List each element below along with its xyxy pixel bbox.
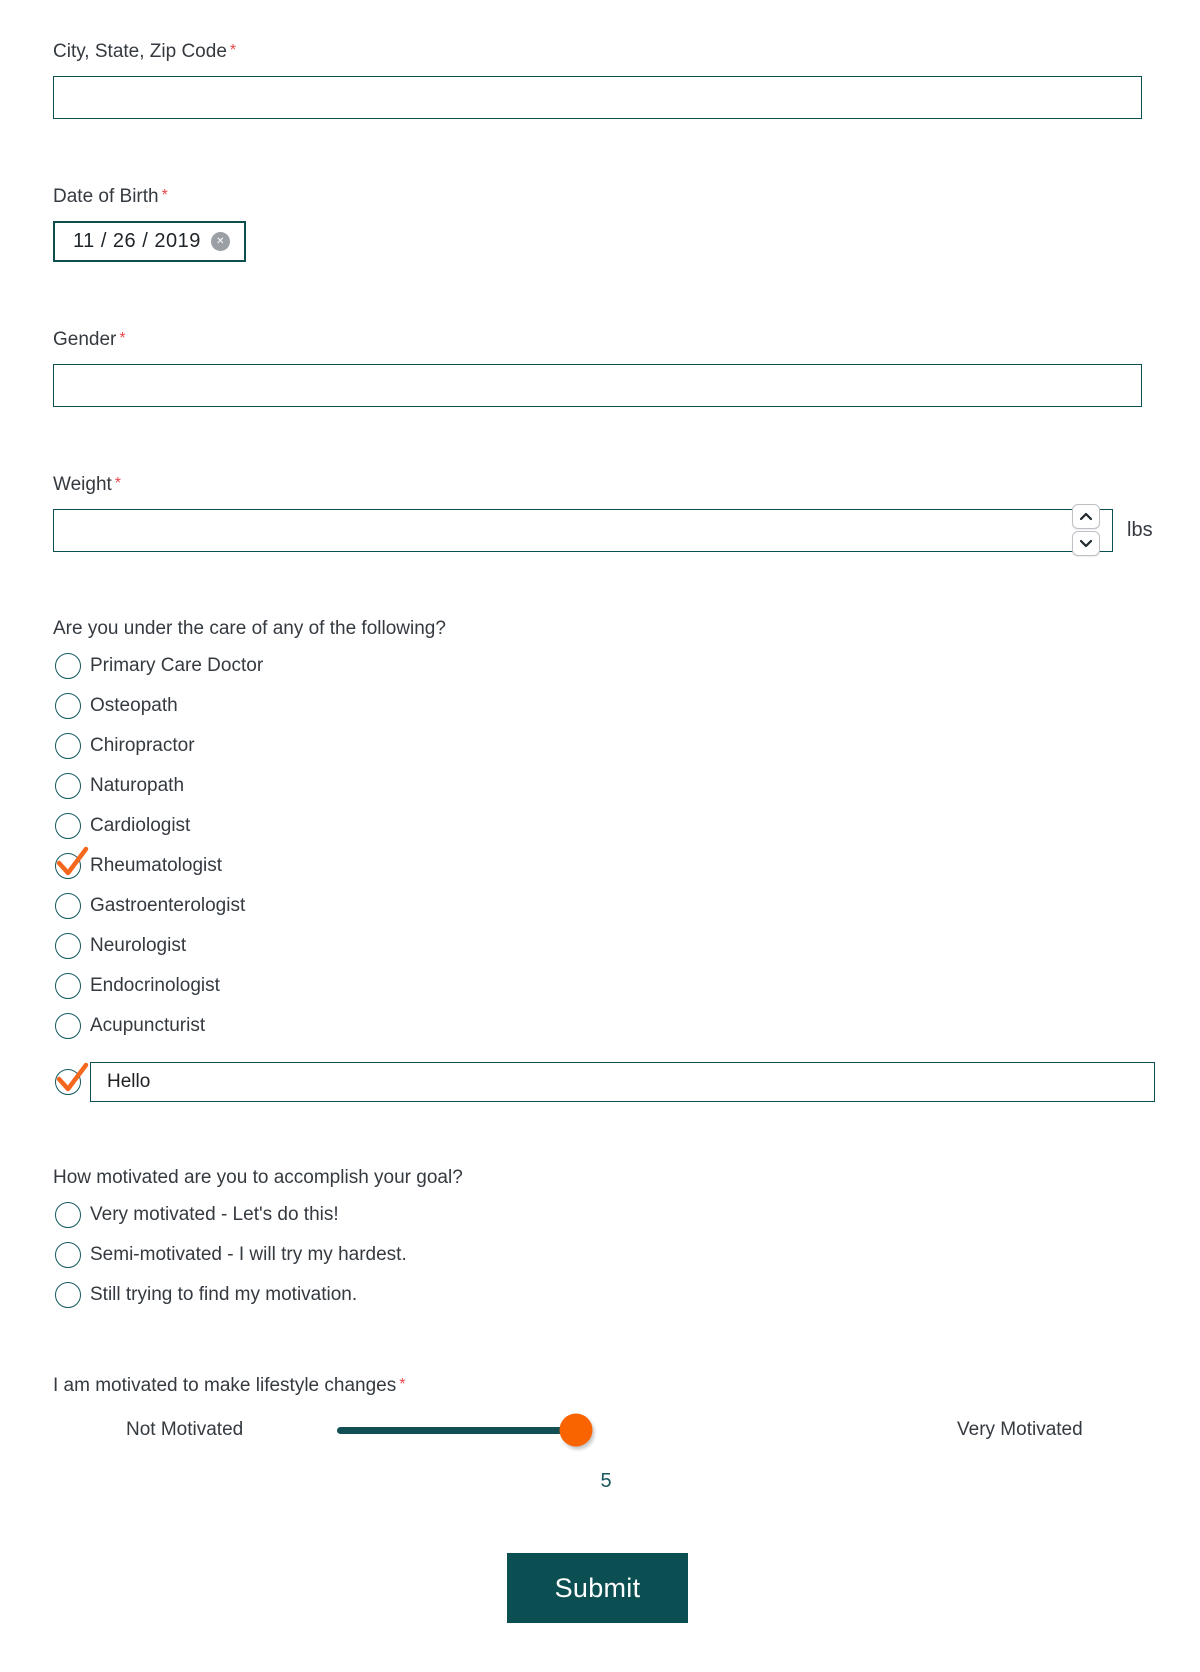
radio-button[interactable]	[55, 893, 81, 919]
weight-stepper	[1072, 504, 1100, 556]
radio-button[interactable]	[55, 1013, 81, 1039]
care-option-row	[53, 726, 1142, 766]
required-asterisk: *	[161, 187, 168, 204]
care-section	[53, 618, 1142, 1104]
care-option-label: Naturopath	[90, 775, 185, 796]
care-other-input[interactable]	[90, 1062, 1155, 1102]
care-option-row	[53, 966, 1142, 1006]
gender-label	[53, 328, 1142, 350]
radio-button[interactable]	[55, 773, 81, 799]
city-label-text: City, State, Zip Code	[53, 41, 227, 62]
dob-input[interactable]	[53, 221, 246, 262]
radio-button[interactable]	[55, 653, 81, 679]
care-option-label: Endocrinologist	[90, 975, 220, 996]
care-question: Are you under the care of any of the following?	[53, 618, 446, 639]
gender-input[interactable]	[53, 364, 1142, 407]
weight-unit-label: lbs	[1127, 519, 1153, 541]
check-icon	[55, 846, 89, 878]
care-option-row	[53, 766, 1142, 806]
radio-button[interactable]	[55, 1282, 81, 1308]
care-option-label: Gastroenterologist	[90, 895, 246, 916]
care-option-label: Chiropractor	[90, 735, 195, 756]
required-asterisk: *	[229, 42, 237, 59]
motivation-option-label: Very motivated - Let's do this!	[90, 1204, 339, 1225]
city-label	[53, 40, 1142, 62]
radio-button[interactable]	[55, 853, 81, 879]
submit-button[interactable]: Submit	[507, 1553, 688, 1623]
motivation-option-row	[53, 1235, 1142, 1275]
care-option-label: Primary Care Doctor	[90, 655, 264, 676]
weight-input[interactable]	[53, 509, 1113, 552]
care-option-row	[53, 686, 1142, 726]
radio-button[interactable]	[55, 1069, 81, 1095]
submit-row	[53, 1553, 1142, 1623]
dob-value: 11 / 26 / 2019	[73, 230, 201, 252]
care-option-label: Cardiologist	[90, 815, 191, 836]
radio-button[interactable]	[55, 733, 81, 759]
slider-value: 5	[600, 1470, 612, 1492]
motivation-option-label: Semi-motivated - I will try my hardest.	[90, 1244, 407, 1265]
radio-button[interactable]	[55, 933, 81, 959]
stepper-up-icon[interactable]	[1072, 504, 1100, 529]
care-option-row	[53, 886, 1142, 926]
slider-max-label: Very Motivated	[957, 1419, 1083, 1440]
weight-label-text: Weight	[53, 474, 112, 495]
care-option-row	[53, 646, 1142, 686]
radio-button[interactable]	[55, 693, 81, 719]
dob-label	[53, 185, 1142, 207]
care-option-label: Neurologist	[90, 935, 187, 956]
motivation-question: How motivated are you to accomplish your goal?	[53, 1167, 463, 1188]
clear-icon[interactable]: ✕	[211, 232, 230, 251]
gender-field	[53, 328, 1142, 407]
gender-label-text: Gender	[53, 329, 117, 350]
care-option-row	[53, 926, 1142, 966]
lifestyle-label-text: I am motivated to make lifestyle changes	[53, 1375, 397, 1396]
motivation-option-label: Still trying to find my motivation.	[90, 1284, 358, 1305]
motivation-option-row	[53, 1275, 1142, 1315]
radio-button[interactable]	[55, 1242, 81, 1268]
city-field	[53, 40, 1142, 119]
lifestyle-slider-section	[53, 1374, 1142, 1494]
care-other-row	[53, 1060, 1142, 1104]
slider-thumb[interactable]	[559, 1414, 592, 1447]
required-asterisk: *	[399, 1376, 406, 1393]
care-option-label: Acupuncturist	[90, 1015, 206, 1036]
city-input[interactable]	[53, 76, 1142, 119]
weight-field	[53, 473, 1153, 552]
stepper-down-icon[interactable]	[1072, 531, 1100, 556]
dob-label-text: Date of Birth	[53, 186, 159, 207]
motivation-option-row	[53, 1195, 1142, 1235]
slider-track[interactable]	[337, 1427, 875, 1434]
slider-min-label: Not Motivated	[126, 1419, 244, 1440]
care-option-label: Rheumatologist	[90, 855, 223, 876]
care-option-row	[53, 1006, 1142, 1046]
radio-button[interactable]	[55, 1202, 81, 1228]
slider-track-fill	[337, 1427, 576, 1434]
dob-field	[53, 185, 1142, 262]
radio-button[interactable]	[55, 973, 81, 999]
required-asterisk: *	[114, 475, 122, 492]
weight-label	[53, 473, 1142, 495]
care-option-row	[53, 806, 1142, 846]
care-option-row	[53, 846, 1142, 886]
lifestyle-label	[53, 1374, 1142, 1396]
required-asterisk: *	[119, 330, 126, 347]
check-icon	[55, 1062, 89, 1094]
motivation-section	[53, 1167, 1142, 1315]
care-option-label: Osteopath	[90, 695, 178, 716]
radio-button[interactable]	[55, 813, 81, 839]
